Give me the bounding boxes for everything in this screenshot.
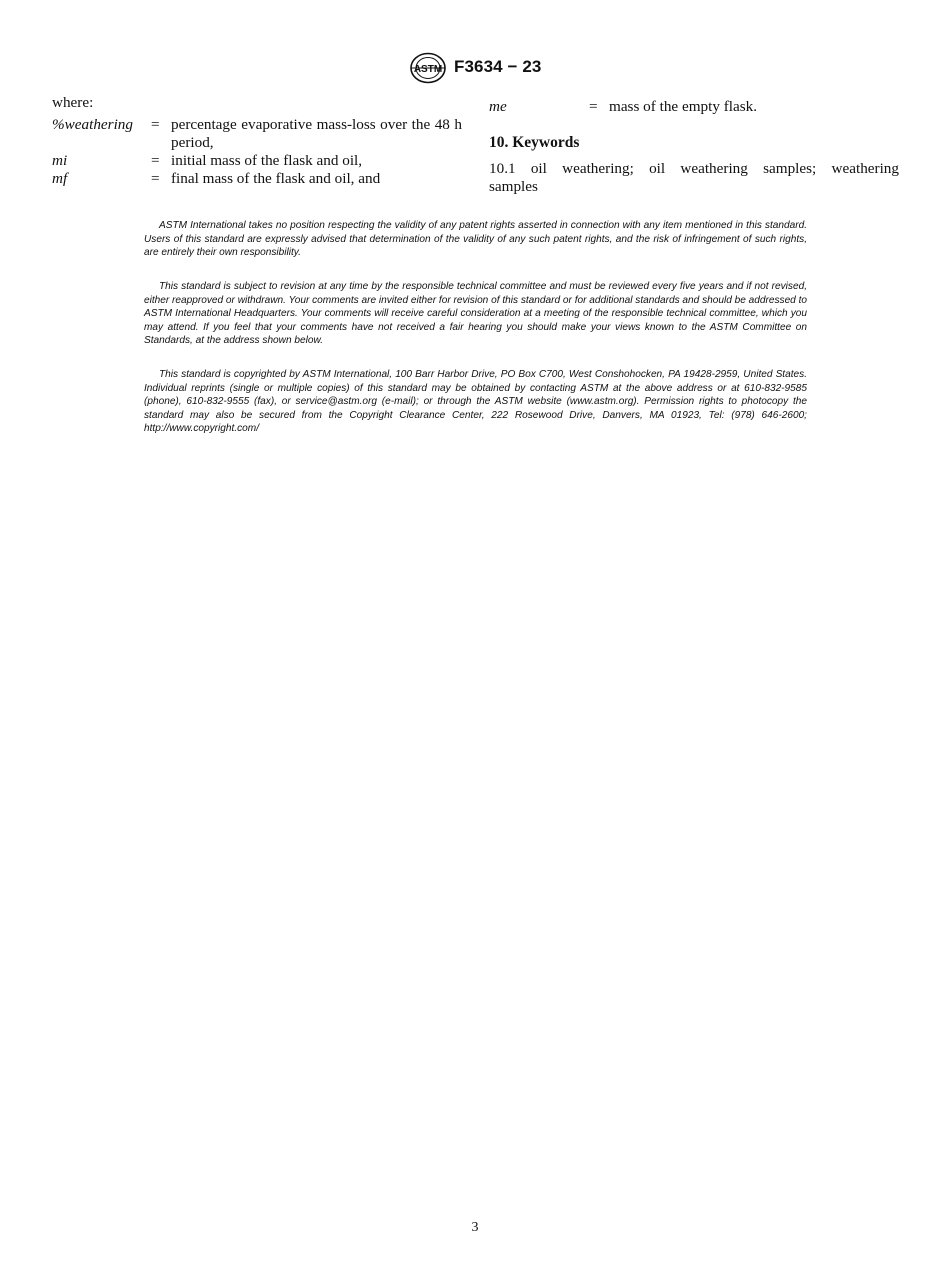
definition-symbol: %weathering	[52, 116, 133, 133]
section-heading-keywords: 10. Keywords	[489, 134, 580, 151]
copyright-notice: This standard is copyrighted by ASTM International, 100 Barr Harbor Drive, PO Box C700, West Conshohocken, PA 19428-2959, United States. Individual reprints (single or multiple copies) of this standard may be obtained by contacting ASTM at the above address or at 610-832-9585 (phone), 610-832-9555 (fax), or service@astm.org (e-mail); or through the ASTM website (www.astm.org). Permission rights to photocopy the standard may also be secured from the Copyright Clearance Center, 222 Rosewood Drive, Danvers, MA 01923, Tel: (978) 646-2600; http://www.copyright.com/	[144, 369, 807, 434]
definition-row	[489, 98, 899, 116]
definition-equals: =	[589, 98, 598, 115]
keywords-line: 10.1 oil weathering; oil weathering samples; weathering	[489, 160, 899, 177]
definition-equals: =	[151, 170, 160, 187]
where-label: where:	[52, 94, 94, 111]
definition-row	[52, 170, 462, 188]
definition-row	[52, 152, 462, 170]
left-column	[52, 94, 462, 188]
definition-text: percentage evaporative mass-loss over the 48 h period,	[171, 116, 462, 151]
right-column	[489, 98, 899, 196]
definition-row	[52, 116, 462, 152]
definition-text: mass of the empty flask.	[609, 98, 758, 115]
document-designation: F3634 − 23	[454, 57, 542, 76]
patent-notice: ASTM International takes no position respecting the validity of any patent rights asserted in connection with any item mentioned in this standard. Users of this standard are expressly advised that determination of the validity of any such patent rights, and the risk of infringement of such rights, are entirely their own responsibility.	[144, 220, 807, 258]
definition-symbol: mi	[52, 152, 68, 169]
section-paragraph-keywords	[489, 160, 899, 196]
keywords-line: samples	[489, 178, 538, 195]
definition-text: final mass of the flask and oil, and	[171, 170, 381, 187]
page-header	[0, 52, 950, 86]
definition-equals: =	[151, 116, 160, 133]
astm-logo-icon	[409, 52, 447, 84]
astm-logo-text: ASTM	[413, 64, 443, 75]
revision-notice: This standard is subject to revision at any time by the responsible technical committee and must be reviewed every five years and if not revised, either reapproved or withdrawn. Your comments are invited either for revision of this standard or for additional standards and should be addressed to ASTM International Headquarters. Your comments will receive careful consideration at a meeting of the responsible technical committee, which you may attend. If you feel that your comments have not received a fair hearing you should make your views known to the ASTM Committee on Standards, at the address shown below.	[144, 281, 808, 346]
definition-symbol: me	[489, 98, 507, 115]
page-number: 3	[471, 1220, 479, 1235]
definition-equals: =	[151, 152, 160, 169]
definition-symbol: mf	[52, 170, 68, 187]
definition-text: initial mass of the flask and oil,	[171, 152, 363, 169]
